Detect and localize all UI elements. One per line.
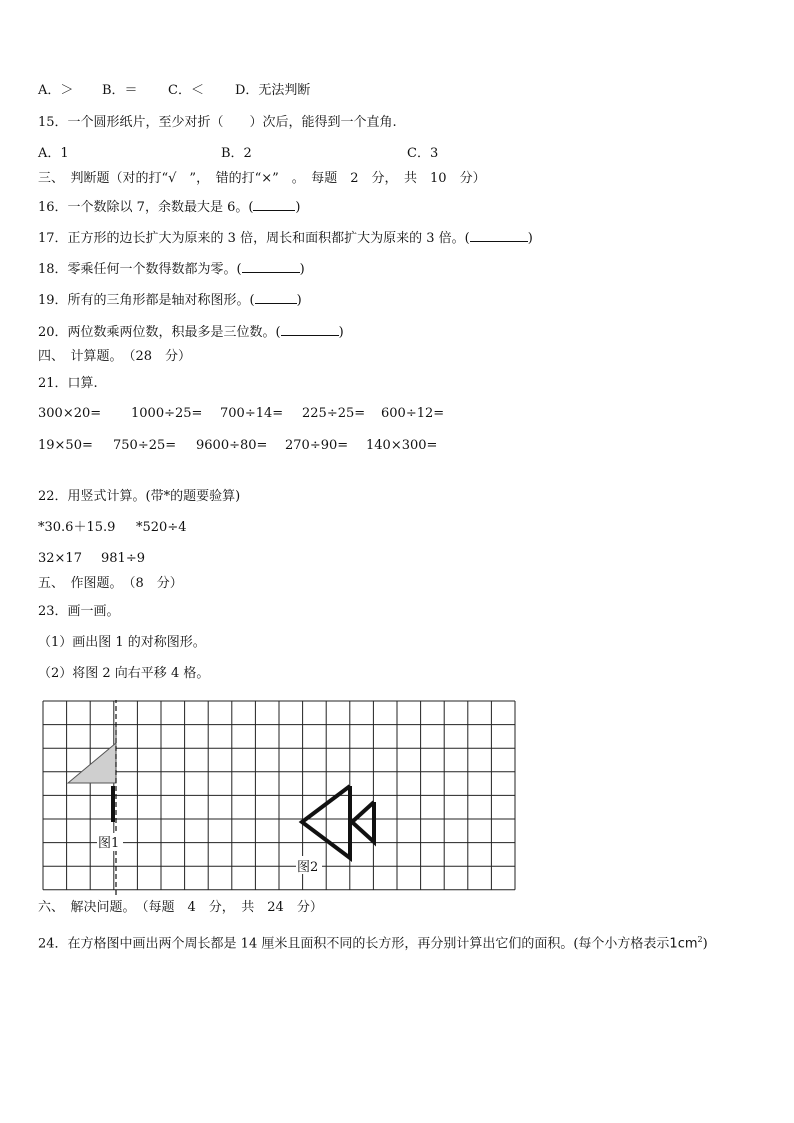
section-3-heading: 三、 判断题（对的打“√ ”， 错的打“×” 。 每题 2 分， 共 10 分） bbox=[38, 171, 486, 186]
q22-item: *30.6＋15.9 bbox=[38, 520, 116, 535]
q20-answer-blank[interactable] bbox=[281, 322, 339, 336]
q15-option-b: B．2 bbox=[221, 146, 252, 161]
q19-question bbox=[38, 290, 302, 310]
q22-title: 22．用竖式计算。(带*的题要验算) bbox=[38, 489, 241, 504]
q19-answer-blank[interactable] bbox=[255, 290, 297, 304]
q21-item: 750÷25= bbox=[113, 438, 177, 453]
q16-question bbox=[38, 197, 301, 217]
q21-item: 700÷14= bbox=[220, 406, 284, 421]
q18-text: 18．零乘任何一个数得数都为零。( bbox=[38, 262, 242, 277]
q17-question bbox=[38, 228, 533, 248]
q17-answer-blank[interactable] bbox=[470, 228, 528, 242]
q21-item: 300×20= bbox=[38, 406, 102, 421]
q15-options bbox=[38, 145, 438, 163]
q19-text: 19．所有的三角形都是轴对称图形。( bbox=[38, 293, 255, 308]
q20-text: 20．两位数乘两位数，积最多是三位数。( bbox=[38, 325, 281, 340]
q24-unit: 1cm bbox=[669, 936, 698, 952]
q21-item: 270÷90= bbox=[285, 438, 349, 453]
q15-question: 15．一个圆形纸片，至少对折（ ）次后，能得到一个直角. bbox=[38, 115, 397, 130]
q23-title: 23．画一画。 bbox=[38, 604, 120, 619]
q18-close: ) bbox=[299, 262, 305, 277]
q22-item: *520÷4 bbox=[136, 520, 187, 535]
q21-item: 600÷12= bbox=[381, 406, 445, 421]
q23-sub-2: （2）将图 2 向右平移 4 格。 bbox=[38, 666, 210, 681]
q16-close: ) bbox=[295, 200, 301, 215]
q14-option-d: D．无法判断 bbox=[235, 83, 311, 98]
q14-option-c: C．＜ bbox=[168, 83, 204, 98]
grid-figure bbox=[42, 700, 522, 899]
q17-text: 17．正方形的边长扩大为原来的 3 倍，周长和面积都扩大为原来的 3 倍。( bbox=[38, 231, 470, 246]
section-4-heading: 四、 计算题。 （28 分） bbox=[38, 349, 192, 364]
q23-sub-1: （1）画出图 1 的对称图形。 bbox=[38, 635, 206, 650]
section-6-heading: 六、 解决问题。 （每题 4 分， 共 24 分） bbox=[38, 900, 323, 915]
q20-question bbox=[38, 322, 344, 342]
grid-canvas bbox=[42, 700, 522, 895]
q21-item: 9600÷80= bbox=[196, 438, 268, 453]
q20-close: ) bbox=[338, 325, 344, 340]
q21-item: 19×50= bbox=[38, 438, 93, 453]
q16-answer-blank[interactable] bbox=[253, 197, 295, 211]
section-5-heading: 五、 作图题。 （8 分） bbox=[38, 576, 183, 591]
q14-option-b: B．＝ bbox=[102, 83, 138, 98]
q16-text: 16．一个数除以 7，余数最大是 6。( bbox=[38, 200, 254, 215]
q19-close: ) bbox=[296, 293, 302, 308]
q22-item: 981÷9 bbox=[101, 551, 145, 566]
q21-title: 21．口算. bbox=[38, 376, 98, 391]
figure-1-label: 图1 bbox=[98, 836, 120, 851]
q24-text: 24．在方格图中画出两个周长都是 14 厘米且面积不同的长方形，再分别计算出它们的面积。(每个小方格表示 bbox=[38, 936, 670, 952]
figure-2-small-triangle bbox=[352, 802, 374, 842]
q21-item: 225÷25= bbox=[302, 406, 366, 421]
figure-1-shape bbox=[68, 723, 116, 783]
q18-question bbox=[38, 259, 305, 279]
q14-option-a: A．＞ bbox=[38, 83, 74, 98]
figure-2-label: 图2 bbox=[297, 860, 319, 875]
q24-unit-exponent: 2 bbox=[697, 935, 703, 944]
q22-item: 32×17 bbox=[38, 551, 82, 566]
q18-answer-blank[interactable] bbox=[242, 259, 300, 273]
q21-item: 140×300= bbox=[366, 438, 438, 453]
q17-close: ) bbox=[527, 231, 533, 246]
q15-option-c: C．3 bbox=[407, 146, 439, 161]
q24-close: ) bbox=[702, 936, 708, 952]
q21-item: 1000÷25= bbox=[131, 406, 203, 421]
q15-option-a: A．1 bbox=[38, 146, 69, 161]
q14-options bbox=[38, 82, 310, 100]
q24-question bbox=[38, 931, 708, 953]
